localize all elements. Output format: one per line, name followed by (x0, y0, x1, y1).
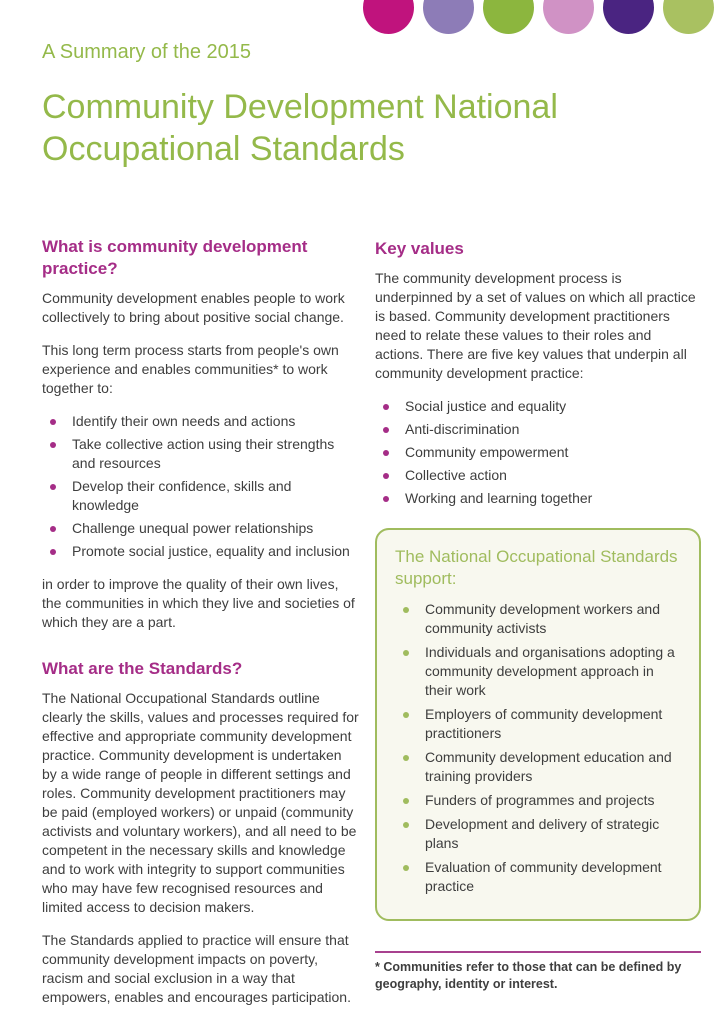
list-item: Community empowerment (375, 443, 701, 462)
list-item: Take collective action using their strengths and resources (42, 435, 360, 473)
practice-bullet-list (42, 412, 360, 561)
list-item: Develop their confidence, skills and knowledge (42, 477, 360, 515)
list-item: Collective action (375, 466, 701, 485)
circle-dark-violet-icon (603, 0, 654, 34)
circle-magenta-icon (363, 0, 414, 34)
paragraph-in-order-to: in order to improve the quality of their own lives, the communities in which they live and societies of which they are a part. (42, 576, 355, 630)
list-item: Promote social justice, equality and inclusion (42, 542, 360, 561)
paragraph-practice-intro: Community development enables people to work collectively to bring about positive social change. (42, 290, 345, 325)
footnote-divider (375, 951, 701, 953)
section-heading-what-are-standards: What are the Standards? (42, 659, 243, 678)
list-item: Development and delivery of strategic plans (395, 815, 681, 853)
list-item: Community development workers and community activists (395, 600, 681, 638)
decorative-circles (363, 0, 714, 34)
section-heading-what-is-practice: What is community development practice? (42, 237, 308, 278)
list-item: Working and learning together (375, 489, 701, 508)
document-subtitle: A Summary of the 2015 (42, 41, 252, 63)
paragraph-long-term-process: This long term process starts from people's own experience and enables communities* to work together to: (42, 342, 339, 396)
list-item: Identify their own needs and actions (42, 412, 360, 431)
page-title: Community Development National Occupational Standards (42, 88, 558, 168)
section-heading-key-values: Key values (375, 239, 464, 258)
circle-purple-icon (423, 0, 474, 34)
left-column (42, 236, 360, 1007)
list-item: Funders of programmes and projects (395, 791, 681, 810)
circle-light-green-icon (663, 0, 714, 34)
list-item: Anti-discrimination (375, 420, 701, 439)
circle-orchid-pink-icon (543, 0, 594, 34)
paragraph-standards-applied: The Standards applied to practice will ensure that community development impacts on poverty, racism and social exclusion in a way that empowers, enables and encourages participation. (42, 932, 351, 1005)
paragraph-key-values: The community development process is underpinned by a set of values on which all practice is based. Community development practitioners need to relate these values to their roles and actions. There are five key values that underpin all community development practice: (375, 270, 696, 381)
key-values-bullet-list (375, 397, 701, 508)
footnote (375, 951, 701, 993)
circle-green-icon (483, 0, 534, 34)
list-item: Social justice and equality (375, 397, 701, 416)
footnote-text: * Communities refer to those that can be defined by geography, identity or interest. (375, 960, 682, 991)
paragraph-standards-outline: The National Occupational Standards outline clearly the skills, values and processes required for effective and appropriate community development practice. Community development is undertaken by a wide range of people in different settings and roles. Community development practitioners may be paid (employed workers) or unpaid (community activists and voluntary workers), and all need to be competent in the necessary skills and knowledge and to work with integrity to support communities who may have few recognised resources and limited access to decision makers. (42, 690, 359, 915)
list-item: Challenge unequal power relationships (42, 519, 360, 538)
support-box-heading: The National Occupational Standards support: (395, 547, 678, 588)
list-item: Community development education and training providers (395, 748, 681, 786)
right-column (375, 238, 701, 993)
standards-support-box (375, 528, 701, 921)
list-item: Evaluation of community development practice (395, 858, 681, 896)
list-item: Individuals and organisations adopting a community development approach in their work (395, 643, 681, 700)
support-bullet-list (395, 600, 681, 896)
list-item: Employers of community development practitioners (395, 705, 681, 743)
